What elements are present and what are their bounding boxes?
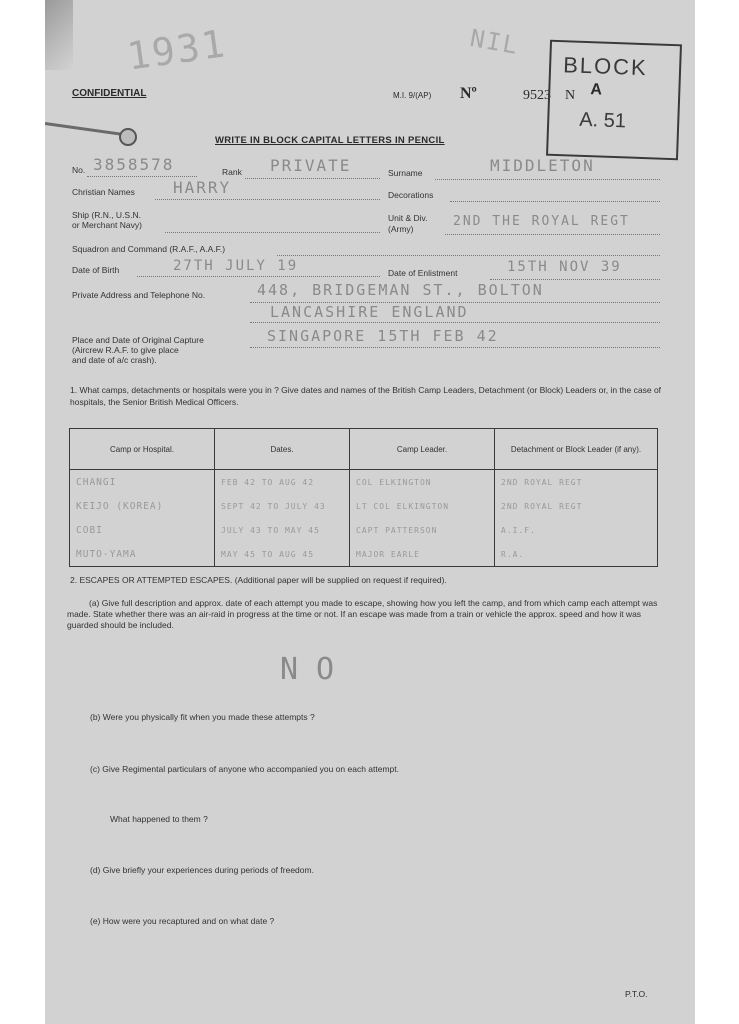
address-line1-value: 448, BRIDGEMAN ST., BOLTON bbox=[257, 281, 544, 299]
address-label: Private Address and Telephone No. bbox=[72, 290, 206, 300]
christian-names-value: HARRY bbox=[173, 178, 232, 197]
question-2c-subtext: What happened to them ? bbox=[110, 814, 208, 824]
cell-camp-leader: LT COL ELKINGTON bbox=[350, 494, 495, 518]
christian-names-rule bbox=[155, 199, 380, 200]
rank-value: PRIVATE bbox=[270, 156, 352, 175]
capture-value: SINGAPORE 15TH FEB 42 bbox=[267, 327, 499, 345]
capture-label-line3: and date of a/c crash). bbox=[72, 355, 157, 365]
cell-camp-leader: COL ELKINGTON bbox=[350, 470, 495, 495]
address-rule-2 bbox=[250, 322, 660, 323]
cell-detachment-leader: A.I.F. bbox=[495, 518, 658, 542]
confidential-label: CONFIDENTIAL bbox=[72, 88, 147, 99]
ship-label-line1: Ship (R.N., U.S.N. bbox=[72, 210, 141, 220]
surname-label: Surname bbox=[388, 168, 423, 178]
squadron-rule bbox=[277, 255, 660, 256]
cell-camp: MUTO-YAMA bbox=[70, 542, 215, 567]
question-2c-text: (c) Give Regimental particulars of anyone who accompanied you on each attempt. bbox=[90, 764, 399, 774]
cell-camp: COBI bbox=[70, 518, 215, 542]
col-header-detachment-leader: Detachment or Block Leader (if any). bbox=[495, 429, 658, 470]
col-header-dates: Dates. bbox=[215, 429, 350, 470]
question-2a-answer: NO bbox=[280, 652, 353, 687]
capture-label-line2: (Aircrew R.A.F. to give place bbox=[72, 345, 179, 355]
unit-label-line2: (Army) bbox=[388, 224, 414, 234]
stamp-block-letter: A bbox=[590, 81, 603, 99]
cell-dates: MAY 45 TO AUG 45 bbox=[215, 542, 350, 567]
col-header-camp: Camp or Hospital. bbox=[70, 429, 215, 470]
form-number-suffix: N bbox=[565, 88, 576, 103]
form-reference: M.I. 9/(AP) bbox=[393, 91, 432, 100]
unit-value: 2ND THE ROYAL REGT bbox=[453, 214, 630, 229]
date-of-birth-rule bbox=[137, 276, 380, 277]
stamp-block: BLOCK bbox=[562, 52, 649, 81]
capture-label-line1: Place and Date of Original Capture bbox=[72, 335, 204, 345]
rank-rule bbox=[245, 178, 380, 179]
cell-camp-leader: MAJOR EARLE bbox=[350, 542, 495, 567]
question-2d-text: (d) Give briefly your experiences during periods of freedom. bbox=[90, 865, 314, 875]
table-row bbox=[70, 470, 658, 495]
surname-rule bbox=[435, 179, 660, 180]
question-2-title: 2. ESCAPES OR ATTEMPTED ESCAPES. (Additional paper will be supplied on request if required). bbox=[70, 575, 447, 585]
table-row bbox=[70, 518, 658, 542]
squadron-label: Squadron and Command (R.A.F., A.A.F.) bbox=[72, 244, 226, 254]
punch-hole bbox=[119, 128, 137, 146]
cell-camp-leader: CAPT PATTERSON bbox=[350, 518, 495, 542]
no-label: No. bbox=[72, 165, 86, 175]
cell-camp: KEIJO (KOREA) bbox=[70, 494, 215, 518]
date-of-enlistment-label: Date of Enlistment bbox=[388, 268, 458, 278]
cell-dates: FEB 42 TO AUG 42 bbox=[215, 470, 350, 495]
camps-table bbox=[69, 428, 658, 567]
table-row bbox=[70, 542, 658, 567]
unit-rule bbox=[445, 234, 660, 235]
question-2e-text: (e) How were you recaptured and on what date ? bbox=[90, 916, 275, 926]
cell-detachment-leader: R.A. bbox=[495, 542, 658, 567]
christian-names-label: Christian Names bbox=[72, 187, 135, 197]
cell-camp: CHANGI bbox=[70, 470, 215, 495]
stamp-block-number: A. 51 bbox=[578, 108, 627, 133]
date-of-birth-value: 27TH JULY 19 bbox=[173, 258, 299, 274]
form-number: 9523 bbox=[523, 88, 551, 103]
torn-corner bbox=[45, 0, 73, 70]
decorations-label: Decorations bbox=[388, 190, 434, 200]
block-stamp bbox=[546, 40, 682, 161]
service-number-value: 3858578 bbox=[93, 155, 175, 174]
pencil-nil: NIL bbox=[467, 23, 522, 61]
question-2b-text: (b) Were you physically fit when you made these attempts ? bbox=[90, 712, 315, 722]
surname-value: MIDDLETON bbox=[490, 156, 595, 175]
capture-rule bbox=[250, 347, 660, 348]
cell-dates: JULY 43 TO MAY 45 bbox=[215, 518, 350, 542]
table-row bbox=[70, 494, 658, 518]
unit-label-line1: Unit & Div. bbox=[388, 213, 428, 223]
cell-detachment-leader: 2ND ROYAL REGT bbox=[495, 470, 658, 495]
pencil-year: 1931 bbox=[124, 21, 230, 79]
address-line2-value: LANCASHIRE ENGLAND bbox=[270, 303, 469, 321]
date-of-enlistment-rule bbox=[490, 279, 660, 280]
number-label: Nº bbox=[460, 85, 477, 102]
camps-table-header bbox=[70, 429, 658, 470]
decorations-rule bbox=[450, 201, 660, 202]
instruction-heading: WRITE IN BLOCK CAPITAL LETTERS IN PENCIL bbox=[215, 135, 445, 146]
cell-dates: SEPT 42 TO JULY 43 bbox=[215, 494, 350, 518]
pto-label: P.T.O. bbox=[625, 989, 648, 999]
date-of-enlistment-value: 15TH NOV 39 bbox=[507, 259, 622, 275]
col-header-camp-leader: Camp Leader. bbox=[350, 429, 495, 470]
cell-detachment-leader: 2ND ROYAL REGT bbox=[495, 494, 658, 518]
form-page bbox=[45, 0, 695, 1024]
ship-label-line2: or Merchant Navy) bbox=[72, 220, 142, 230]
rank-label: Rank bbox=[222, 167, 242, 177]
question-1-text: 1. What camps, detachments or hospitals were you in ? Give dates and names of the British Camp Leaders, Detachment (or Block) Leaders or, in the case of hospitals, the Senior British Medical Officers. bbox=[70, 385, 662, 407]
question-2a-text: (a) Give full description and approx. date of each attempt you made to escape, showing how you left the camp, and from which camp each attempt was made. State whether there was an air-raid in progress at the time or not. If an escape was made from a train or vehicle the approx. speed and how it was guarded should be included. bbox=[67, 598, 658, 630]
no-rule bbox=[87, 176, 197, 177]
date-of-birth-label: Date of Birth bbox=[72, 265, 120, 275]
ship-rule bbox=[165, 232, 380, 233]
